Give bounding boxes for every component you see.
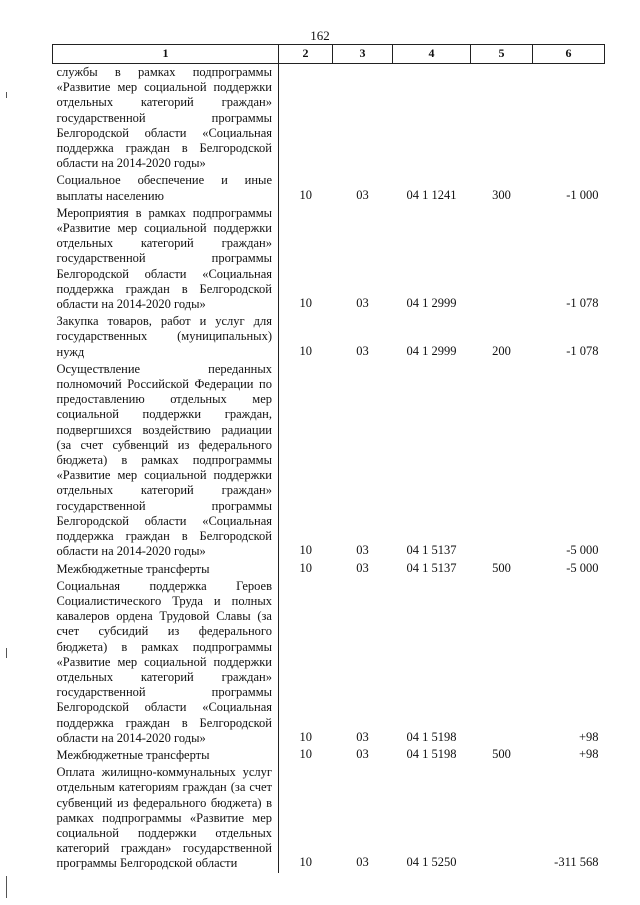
- header-col-3: 3: [333, 45, 393, 64]
- row-target-article: 04 1 1241: [406, 187, 457, 202]
- row-amount: [533, 64, 605, 173]
- row-description: Социальная поддержка Героев Социалистического Труда и полных кавалеров ордена Трудовой Славы (за счет субсидий из федерального бюджета) в рамках подпрограммы «Развитие мер социальной поддержки отдельных категорий граждан» государственной программы Белгородской области «Социальная поддержка граждан в Белгородской области на 2014-2020 годы»: [53, 578, 279, 747]
- row-expense-type: [471, 64, 533, 173]
- header-col-4: 4: [393, 45, 471, 64]
- row-section-code: 10: [299, 746, 312, 761]
- row-amount: -311 568: [554, 855, 599, 870]
- table-row: [53, 205, 605, 313]
- row-target-article: 04 1 2999: [406, 343, 457, 358]
- row-section-code: 10: [299, 187, 312, 202]
- table-row: [53, 64, 605, 173]
- budget-table-container: [52, 44, 604, 873]
- row-section-code: 10: [299, 296, 312, 311]
- row-amount: -1 000: [566, 187, 599, 202]
- row-section-code: 10: [299, 543, 312, 558]
- table-row: [53, 172, 605, 204]
- header-col-1: 1: [53, 45, 279, 64]
- row-expense-type: [471, 578, 533, 747]
- row-expense-type: 500: [492, 746, 511, 761]
- row-subsection-code: 03: [356, 343, 369, 358]
- row-section-code: 10: [299, 855, 312, 870]
- row-section-code: 10: [299, 560, 312, 575]
- row-subsection-code: 03: [356, 187, 369, 202]
- header-col-2: 2: [279, 45, 333, 64]
- row-amount: +98: [578, 729, 599, 744]
- row-description: Межбюджетные трансферты: [53, 747, 279, 764]
- header-col-6: 6: [533, 45, 605, 64]
- row-subsection-code: 03: [356, 855, 369, 870]
- row-target-article: 04 1 5137: [406, 543, 457, 558]
- row-subsection-code: 03: [356, 543, 369, 558]
- row-expense-type: [471, 361, 533, 561]
- row-subsection-code: 03: [356, 746, 369, 761]
- row-target-article: 04 1 5250: [406, 855, 457, 870]
- scan-edge-mark: [6, 876, 7, 898]
- scan-edge-mark: [6, 648, 7, 658]
- row-description: Мероприятия в рамках подпрограммы «Развитие мер социальной поддержки отдельных категорий граждан» государственной программы Белгородской области «Социальная поддержка граждан в Белгородской области на 2014-2020 годы»: [53, 205, 279, 313]
- table-body: [53, 64, 605, 873]
- row-subsection-code: [333, 64, 393, 173]
- row-subsection-code: 03: [356, 729, 369, 744]
- row-target-article: 04 1 2999: [406, 296, 457, 311]
- row-description: Оплата жилищно-коммунальных услуг отдельным категориям граждан (за счет субвенций из федерального бюджета) в рамках подпрограммы «Развитие мер социальной поддержки отдельных категорий граждан» государственной программы Белгородской области: [53, 764, 279, 872]
- row-amount: +98: [578, 746, 599, 761]
- row-expense-type: 300: [492, 187, 511, 202]
- header-col-5: 5: [471, 45, 533, 64]
- table-row: [53, 578, 605, 747]
- row-amount: -5 000: [566, 560, 599, 575]
- row-description: Социальное обеспечение и иные выплаты населению: [53, 172, 279, 204]
- row-expense-type: 500: [492, 560, 511, 575]
- scan-edge-mark: [6, 92, 7, 98]
- row-target-article: [393, 64, 471, 173]
- budget-table: [52, 44, 605, 873]
- table-row: [53, 747, 605, 764]
- row-subsection-code: 03: [356, 560, 369, 575]
- table-row: [53, 764, 605, 872]
- row-amount: -1 078: [566, 343, 599, 358]
- page-number: 162: [310, 28, 330, 43]
- row-section-code: 10: [299, 729, 312, 744]
- row-description: Осуществление переданных полномочий Российской Федерации по предоставлению отдельных мер социальной поддержки граждан, подвергшихся воздействию радиации (за счет субвенций из федерального бюджета) в рамках подпрограммы «Развитие мер социальной поддержки отдельных категорий граждан» государственной программы Белгородской области «Социальная поддержка граждан в Белгородской области на 2014-2020 годы»: [53, 361, 279, 561]
- row-description: службы в рамках подпрограммы «Развитие мер социальной поддержки отдельных категорий граждан» государственной программы Белгородской области «Социальная поддержка граждан в Белгородской области на 2014-2020 годы»: [53, 64, 279, 173]
- row-amount: -5 000: [566, 543, 599, 558]
- row-expense-type: [471, 205, 533, 313]
- row-section-code: 10: [299, 343, 312, 358]
- row-target-article: 04 1 5198: [406, 746, 457, 761]
- table-row: [53, 361, 605, 561]
- row-target-article: 04 1 5137: [406, 560, 457, 575]
- table-row: [53, 313, 605, 361]
- row-expense-type: 200: [492, 343, 511, 358]
- row-subsection-code: 03: [356, 296, 369, 311]
- row-expense-type: [471, 764, 533, 872]
- table-header-row: [53, 45, 605, 64]
- row-section-code: [279, 64, 333, 173]
- table-row: [53, 561, 605, 578]
- row-target-article: 04 1 5198: [406, 729, 457, 744]
- row-description: Межбюджетные трансферты: [53, 561, 279, 578]
- row-amount: -1 078: [566, 296, 599, 311]
- row-description: Закупка товаров, работ и услуг для государственных (муниципальных) нужд: [53, 313, 279, 361]
